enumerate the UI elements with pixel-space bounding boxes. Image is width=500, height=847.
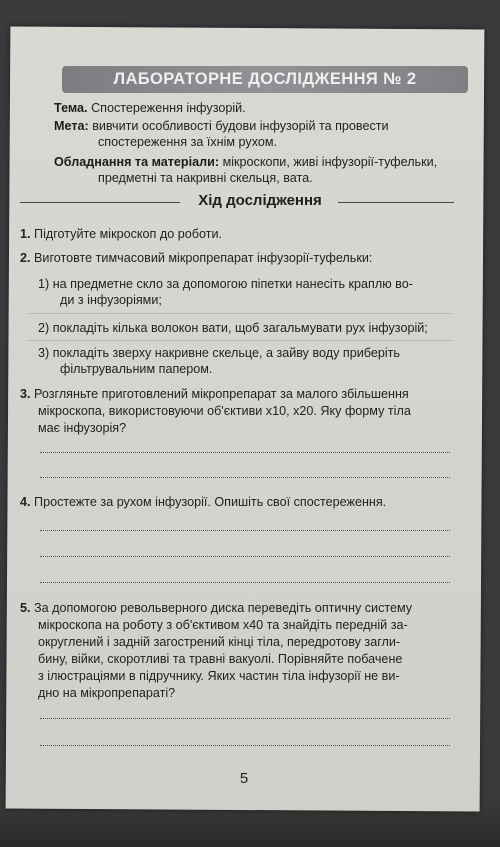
- goal-text-line1: вивчити особливості будови інфузорій та провести: [92, 119, 389, 133]
- equipment-label: Обладнання та матеріали:: [54, 155, 220, 169]
- goal-row: [54, 118, 389, 134]
- substep-line: фільтрувальним папером.: [60, 362, 213, 376]
- substep-line: ди з інфузоріями;: [60, 293, 162, 307]
- answer-line[interactable]: [40, 477, 450, 478]
- step-text: бину, війки, скоротливі та травні вакуолі. Порівняйте побачене: [38, 652, 403, 666]
- answer-line[interactable]: [40, 452, 450, 453]
- step-text: За допомогою револьверного диска переведіть оптичну систему: [34, 601, 413, 615]
- step-number: 4.: [20, 495, 31, 509]
- answer-line[interactable]: [40, 556, 450, 557]
- step-text: Простежте за рухом інфузорії. Опишіть свої спостереження.: [34, 495, 387, 509]
- substep-divider: [28, 340, 452, 342]
- step-text: Розгляньте приготовлений мікропрепарат за малого збільшення: [34, 387, 409, 401]
- equipment-text-line2: предметні та накривні скельця, вата.: [98, 171, 313, 185]
- substep-2: [38, 320, 452, 336]
- step-number: 5.: [20, 601, 31, 615]
- goal-text-line2: спостереження за їхнім рухом.: [98, 135, 278, 149]
- lab-title: ЛАБОРАТОРНЕ ДОСЛІДЖЕННЯ № 2: [113, 70, 417, 88]
- answer-line[interactable]: [40, 530, 450, 531]
- step-3: [20, 386, 450, 437]
- substep-line: 1) на предметне скло за допомогою піпетки нанесіть краплю во-: [38, 277, 413, 291]
- substep-divider: [28, 313, 452, 315]
- answer-line[interactable]: [40, 745, 450, 746]
- step-number: 1.: [20, 227, 31, 241]
- step-text: мікроскопа на роботу з об'єктивом x40 та знайдіть передній за-: [38, 618, 408, 632]
- step-text: Виготовте тимчасовий мікропрепарат інфузорії-туфельки:: [34, 251, 373, 265]
- answer-line[interactable]: [40, 582, 450, 583]
- heading-rule-left: [20, 202, 180, 203]
- step-text: має інфузорія?: [38, 421, 127, 435]
- procedure-heading: [20, 192, 452, 212]
- substep-line: 2) покладіть кілька волокон вати, щоб загальмувати рух інфузорій;: [38, 321, 428, 335]
- procedure-title: Хід дослідження: [198, 192, 322, 209]
- step-5: [20, 600, 454, 702]
- goal-label: Мета:: [54, 119, 89, 133]
- step-text: мікроскопа, використовуючи об'єктиви x10, x20. Яку форму тіла: [38, 404, 411, 418]
- topic-label: Тема.: [54, 101, 88, 115]
- substep-line: 3) покладіть зверху накривне скельце, а зайву воду приберіть: [38, 346, 400, 360]
- lab-title-banner: [62, 66, 468, 93]
- substep-3: [38, 345, 450, 377]
- heading-rule-right: [338, 202, 454, 203]
- topic-text: Спостереження інфузорій.: [91, 101, 246, 115]
- topic-row: [54, 100, 246, 116]
- equipment-text-line1: мікроскопи, живі інфузорії-туфельки,: [222, 155, 438, 169]
- step-2: [20, 250, 372, 267]
- step-text: округлений і задній загострений кінці тіла, передротову загли-: [38, 635, 401, 649]
- answer-line[interactable]: [40, 718, 450, 719]
- step-number: 3.: [20, 387, 31, 401]
- step-number: 2.: [20, 251, 31, 265]
- step-4: [20, 494, 386, 511]
- substep-1: [38, 276, 450, 308]
- step-text: Підготуйте мікроскоп до роботи.: [34, 227, 222, 241]
- page-number: 5: [239, 770, 249, 787]
- equipment-row: [54, 154, 437, 170]
- step-text: з ілюстраціями в підручнику. Яких частин тіла інфузорії не ви-: [38, 669, 400, 683]
- step-text: дно на мікропрепараті?: [38, 686, 176, 700]
- step-1: [20, 226, 222, 243]
